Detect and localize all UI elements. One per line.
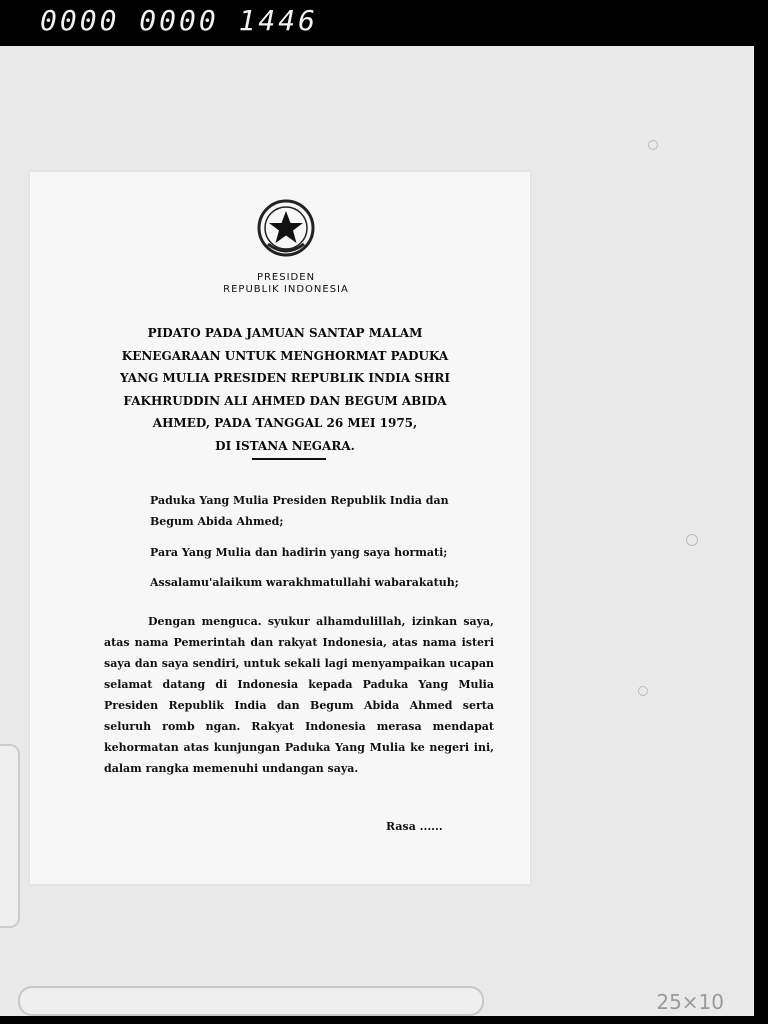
document-page xyxy=(30,172,530,884)
greeting: Assalamu'alaikum warakhmatullahi wabarakatuh; xyxy=(150,576,459,589)
punch-hole xyxy=(638,686,648,696)
punch-hole xyxy=(686,534,698,546)
side-tab xyxy=(0,744,20,928)
bottom-rail xyxy=(18,986,484,1016)
salutation-1: Paduka Yang Mulia Presiden Republik India dan Begum Abida Ahmed; xyxy=(150,494,449,528)
header-presiden: PRESIDEN xyxy=(256,272,316,283)
magnification-label: 25×10 xyxy=(656,990,724,1014)
header-republik: REPUBLIK INDONESIA xyxy=(223,284,349,295)
punch-hole xyxy=(648,140,658,150)
continuation-text: Rasa ...... xyxy=(386,820,443,833)
salutation-2: Para Yang Mulia dan hadirin yang saya hormati; xyxy=(150,546,448,559)
title-line: YANG MULIA PRESIDEN REPUBLIK INDIA SHRI xyxy=(120,371,450,385)
body-paragraph: Dengan menguca. syukur alhamdulillah, izinkan saya, atas nama Pemerintah dan rakyat Indonesia, atas nama isteri saya dan saya sendiri, untuk sekali lagi menyampaikan ucapan selamat datang di Indonesia kepada Paduka Yang Mulia Presiden Republik India dan Begum Abida Ahmed serta seluruh romb ngan. Rakyat Indonesia merasa mendapat kehormatan atas kunjungan Paduka Yang Mulia ke negeri ini, dalam rangka memenuhi undangan saya. xyxy=(104,615,494,775)
title-line: FAKHRUDDIN ALI AHMED DAN BEGUM ABIDA xyxy=(123,393,447,408)
speech-title xyxy=(100,322,470,457)
frame-number: 0000 0000 1446 xyxy=(40,4,319,37)
title-line: AHMED, PADA TANGGAL 26 MEI 1975, xyxy=(152,416,418,430)
title-line: KENEGARAAN UNTUK MENGHORMAT PADUKA xyxy=(121,348,449,363)
microfiche-board xyxy=(0,46,754,1016)
title-line: PIDATO PADA JAMUAN SANTAP MALAM xyxy=(147,326,423,340)
title-underline xyxy=(252,458,326,460)
garuda-star-wreath-icon xyxy=(254,198,318,262)
title-line: DI ISTANA NEGARA. xyxy=(215,438,355,453)
